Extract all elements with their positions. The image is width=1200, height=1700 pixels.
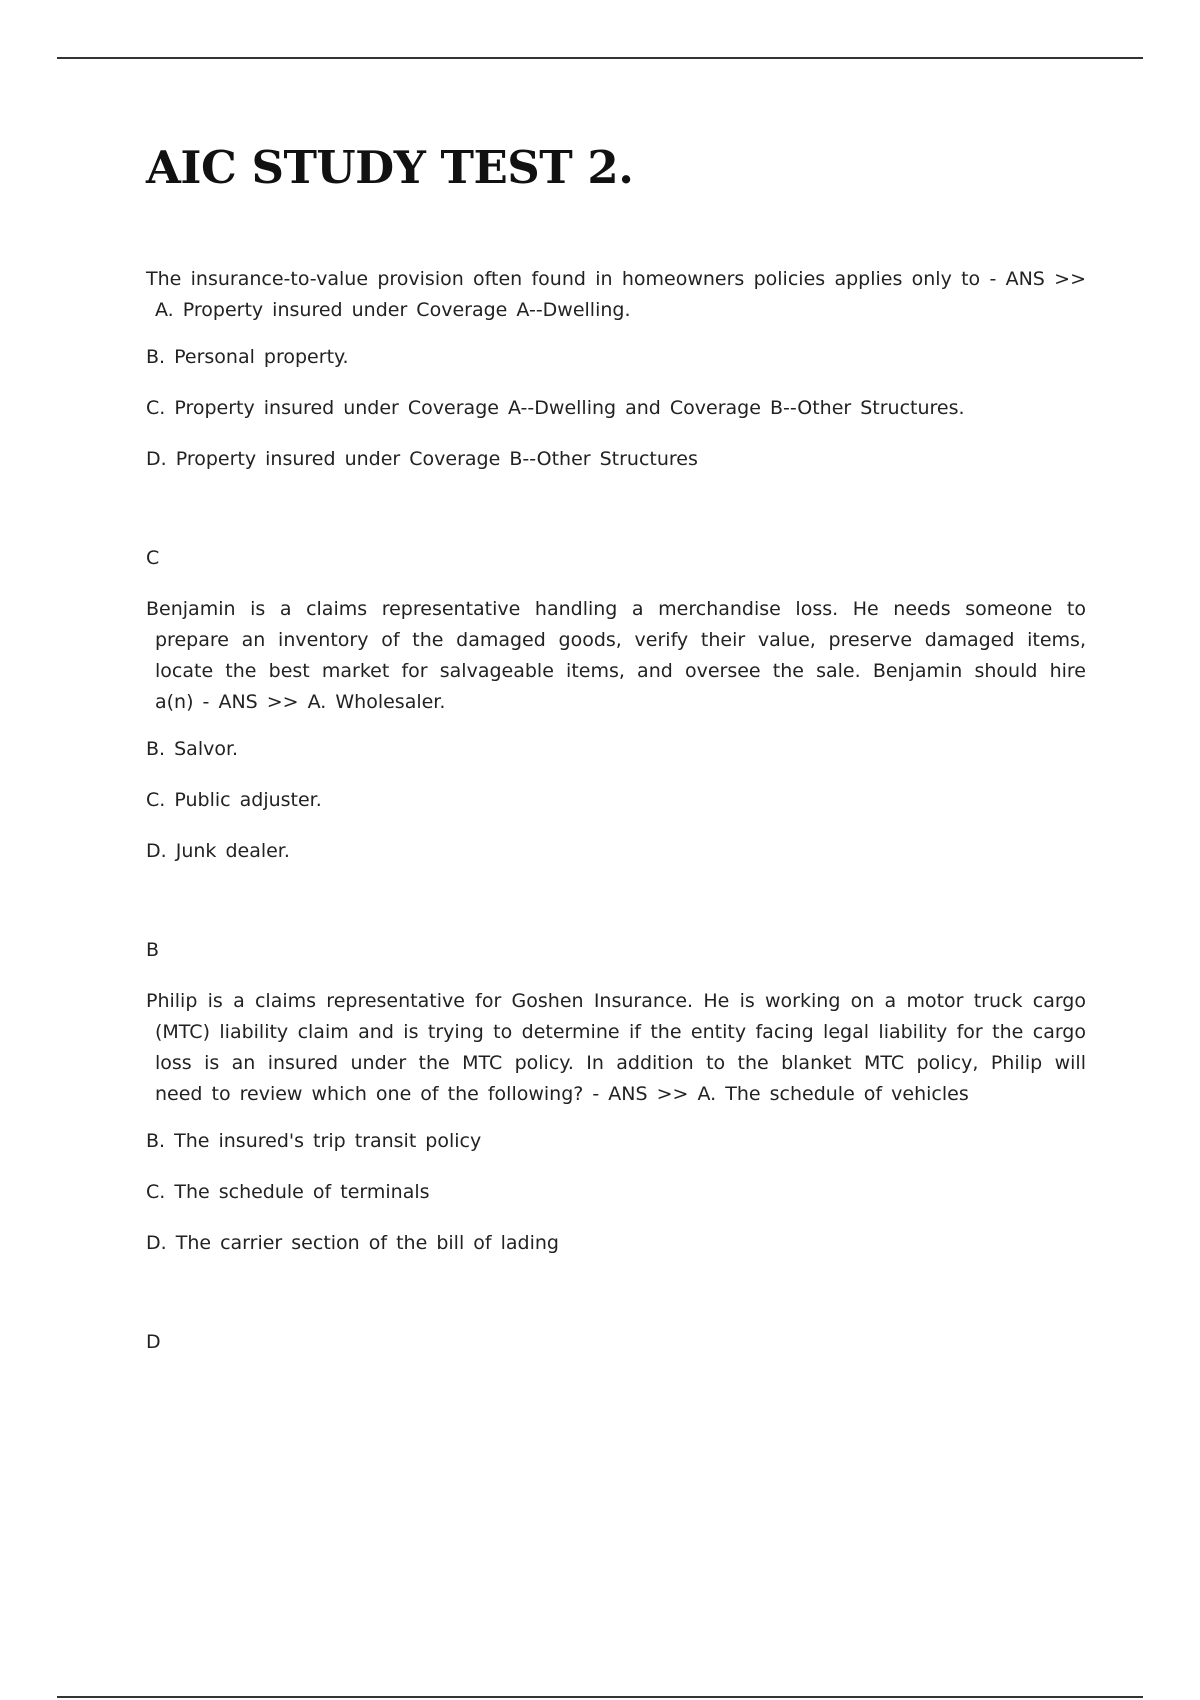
- option-c: C. Property insured under Coverage A--Dwelling and Coverage B--Other Structures.: [146, 397, 965, 419]
- option-list: [146, 1126, 1086, 1259]
- option-d: D. Junk dealer.: [146, 840, 290, 862]
- question-text: Philip is a claims representative for Goshen Insurance. He is working on a motor truck cargo (MTC) liability claim and is trying to determine if the entity facing legal liability for the cargo loss is an insured under the MTC policy. In addition to the blanket MTC policy, Philip will need to review which one of the following? - ANS >> A. The schedule of vehicles: [146, 990, 1086, 1105]
- question-text: The insurance-to-value provision often found in homeowners policies applies only to - ANS >> A. Property insured under Coverage A--Dwelling.: [146, 268, 1086, 321]
- option-b: B. Personal property.: [146, 346, 349, 368]
- option-d: D. The carrier section of the bill of lading: [146, 1232, 559, 1254]
- option-b: B. The insured's trip transit policy: [146, 1130, 482, 1152]
- answer-key: B: [146, 939, 160, 961]
- top-rule: [57, 57, 1143, 59]
- option-b: B. Salvor.: [146, 738, 239, 760]
- answer-key: C: [146, 547, 160, 569]
- document-title: AIC STUDY TEST 2.: [146, 141, 634, 194]
- question-3: [146, 986, 1086, 1358]
- option-c: C. The schedule of terminals: [146, 1181, 430, 1203]
- option-list: [146, 342, 1086, 475]
- question-text: Benjamin is a claims representative handling a merchandise loss. He needs someone to prepare an inventory of the damaged goods, verify their value, preserve damaged items, locate the best market for salvageable items, and oversee the sale. Benjamin should hire a(n) - ANS >> A. Wholesaler.: [146, 598, 1086, 713]
- document-body: [146, 140, 1086, 1378]
- question-2: [146, 594, 1086, 966]
- question-1: [146, 264, 1086, 574]
- option-list: [146, 734, 1086, 867]
- option-c: C. Public adjuster.: [146, 789, 322, 811]
- answer-key: D: [146, 1331, 161, 1353]
- option-d: D. Property insured under Coverage B--Other Structures: [146, 448, 698, 470]
- bottom-rule: [57, 1696, 1143, 1698]
